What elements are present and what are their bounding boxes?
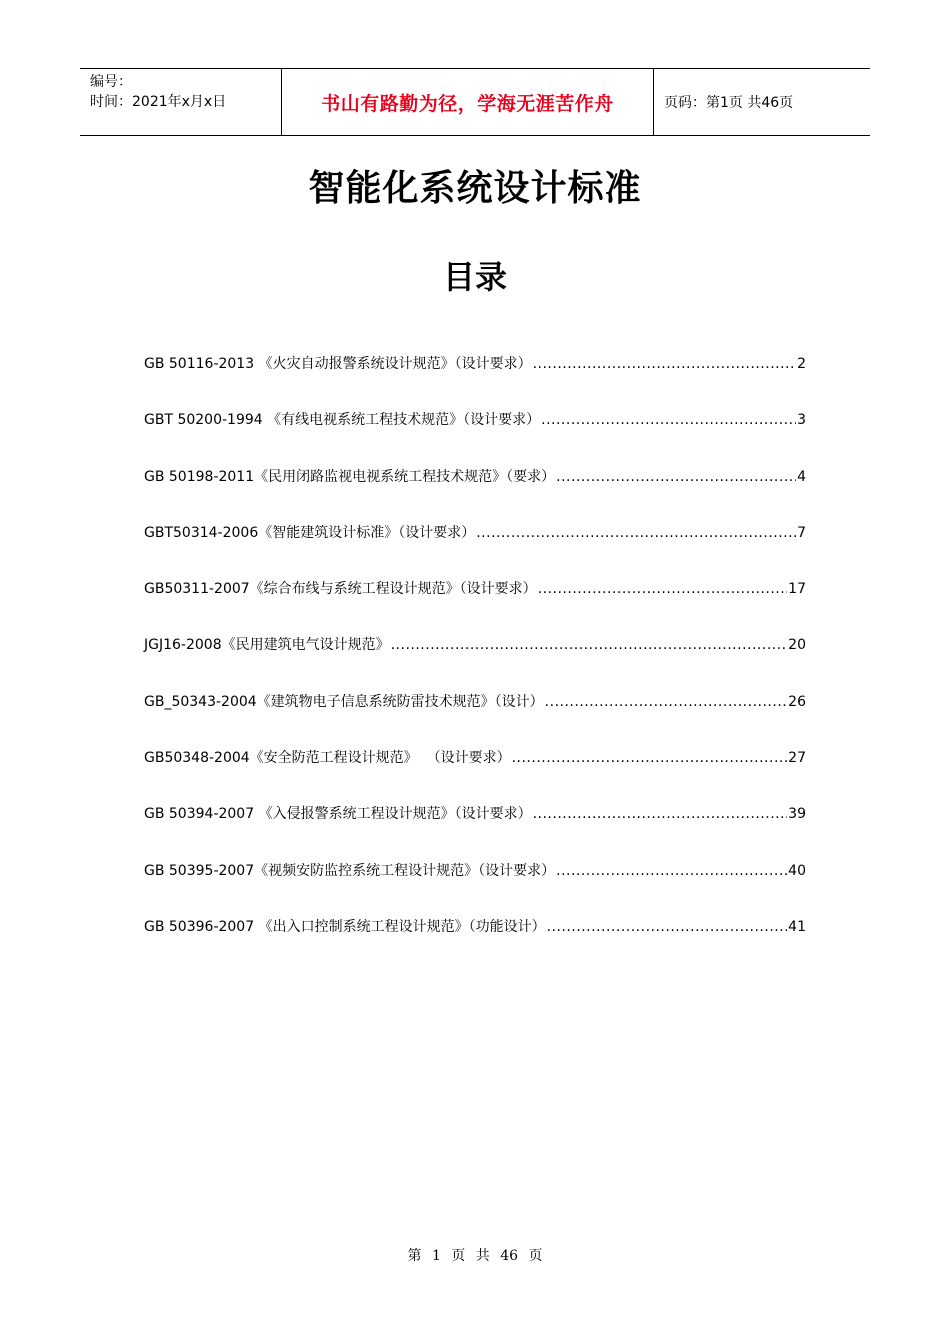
toc-leader-dots xyxy=(391,633,788,657)
toc-entry[interactable] xyxy=(144,802,806,858)
toc-leader-dots xyxy=(538,577,788,601)
header-page-info: 页码：第1页 共46页 xyxy=(664,95,794,111)
toc-entry-page: 26 xyxy=(788,693,806,710)
toc-entry-page: 27 xyxy=(788,750,806,767)
toc-entry-title: GB 50396-2007 《出入口控制系统工程设计规范》（功能设计） xyxy=(144,918,546,935)
header-page-info-cell xyxy=(654,69,870,135)
toc-entry-page: 4 xyxy=(797,468,806,485)
toc-entry[interactable] xyxy=(144,746,806,802)
time-label: 时间：2021年x月x日 xyxy=(90,94,227,110)
toc-leader-dots xyxy=(533,802,788,826)
toc-entry-page: 2 xyxy=(797,356,806,372)
toc-leader-dots xyxy=(556,859,787,883)
toc-entry[interactable] xyxy=(144,915,806,971)
toc-entry-page: 7 xyxy=(797,524,806,541)
toc-entry[interactable] xyxy=(144,408,806,464)
toc-entry[interactable] xyxy=(144,465,806,521)
toc-leader-dots xyxy=(556,465,796,489)
toc-entry-title: GB50311-2007《综合布线与系统工程设计规范》（设计要求） xyxy=(144,581,537,598)
toc-entry-title: GBT50314-2006《智能建筑设计标准》（设计要求） xyxy=(144,524,476,541)
header-motto: 书山有路勤为径，学海无涯苦作舟 xyxy=(321,92,614,115)
number-label: 编号： xyxy=(90,74,132,90)
toc-entry-title: GB50348-2004《安全防范工程设计规范》 （设计要求） xyxy=(144,750,511,767)
toc-entry-page: 41 xyxy=(788,918,806,935)
toc-entry-page: 39 xyxy=(788,806,806,823)
toc-entry[interactable] xyxy=(144,690,806,746)
toc-entry-title: JGJ16-2008《民用建筑电气设计规范》 xyxy=(144,637,390,654)
toc-entry-page: 20 xyxy=(788,637,806,654)
toc-entry-title: GB 50395-2007《视频安防监控系统工程设计规范》（设计要求） xyxy=(144,862,556,879)
toc-entry-title: GB 50116-2013 《火灾自动报警系统设计规范》（设计要求） xyxy=(144,356,532,372)
toc-entry[interactable] xyxy=(144,352,806,408)
toc-leader-dots xyxy=(545,690,788,714)
table-of-contents xyxy=(144,352,806,971)
toc-leader-dots xyxy=(533,352,797,376)
toc-leader-dots xyxy=(547,915,788,939)
toc-entry[interactable] xyxy=(144,859,806,915)
document-title: 智能化系统设计标准 xyxy=(308,168,642,209)
header-meta xyxy=(80,69,281,135)
document-header xyxy=(80,68,870,136)
toc-entry[interactable] xyxy=(144,521,806,577)
toc-entry-page: 40 xyxy=(788,862,806,879)
toc-entry-title: GB 50198-2011《民用闭路监视电视系统工程技术规范》（要求） xyxy=(144,468,556,485)
toc-entry-title: GB 50394-2007 《入侵报警系统工程设计规范》（设计要求） xyxy=(144,806,532,823)
toc-leader-dots xyxy=(541,408,796,432)
toc-entry-title: GBT 50200-1994 《有线电视系统工程技术规范》（设计要求） xyxy=(144,412,541,429)
toc-leader-dots xyxy=(476,521,796,545)
toc-entry-title: GB_50343-2004《建筑物电子信息系统防雷技术规范》（设计） xyxy=(144,693,544,710)
toc-entry-page: 17 xyxy=(788,581,806,598)
toc-entry-page: 3 xyxy=(797,412,806,429)
page-footer: 第 1 页 共 46 页 xyxy=(407,1248,543,1264)
toc-heading: 目录 xyxy=(442,258,507,296)
toc-entry[interactable] xyxy=(144,633,806,689)
toc-leader-dots xyxy=(512,746,788,770)
header-motto-cell xyxy=(281,69,654,135)
toc-entry[interactable] xyxy=(144,577,806,633)
